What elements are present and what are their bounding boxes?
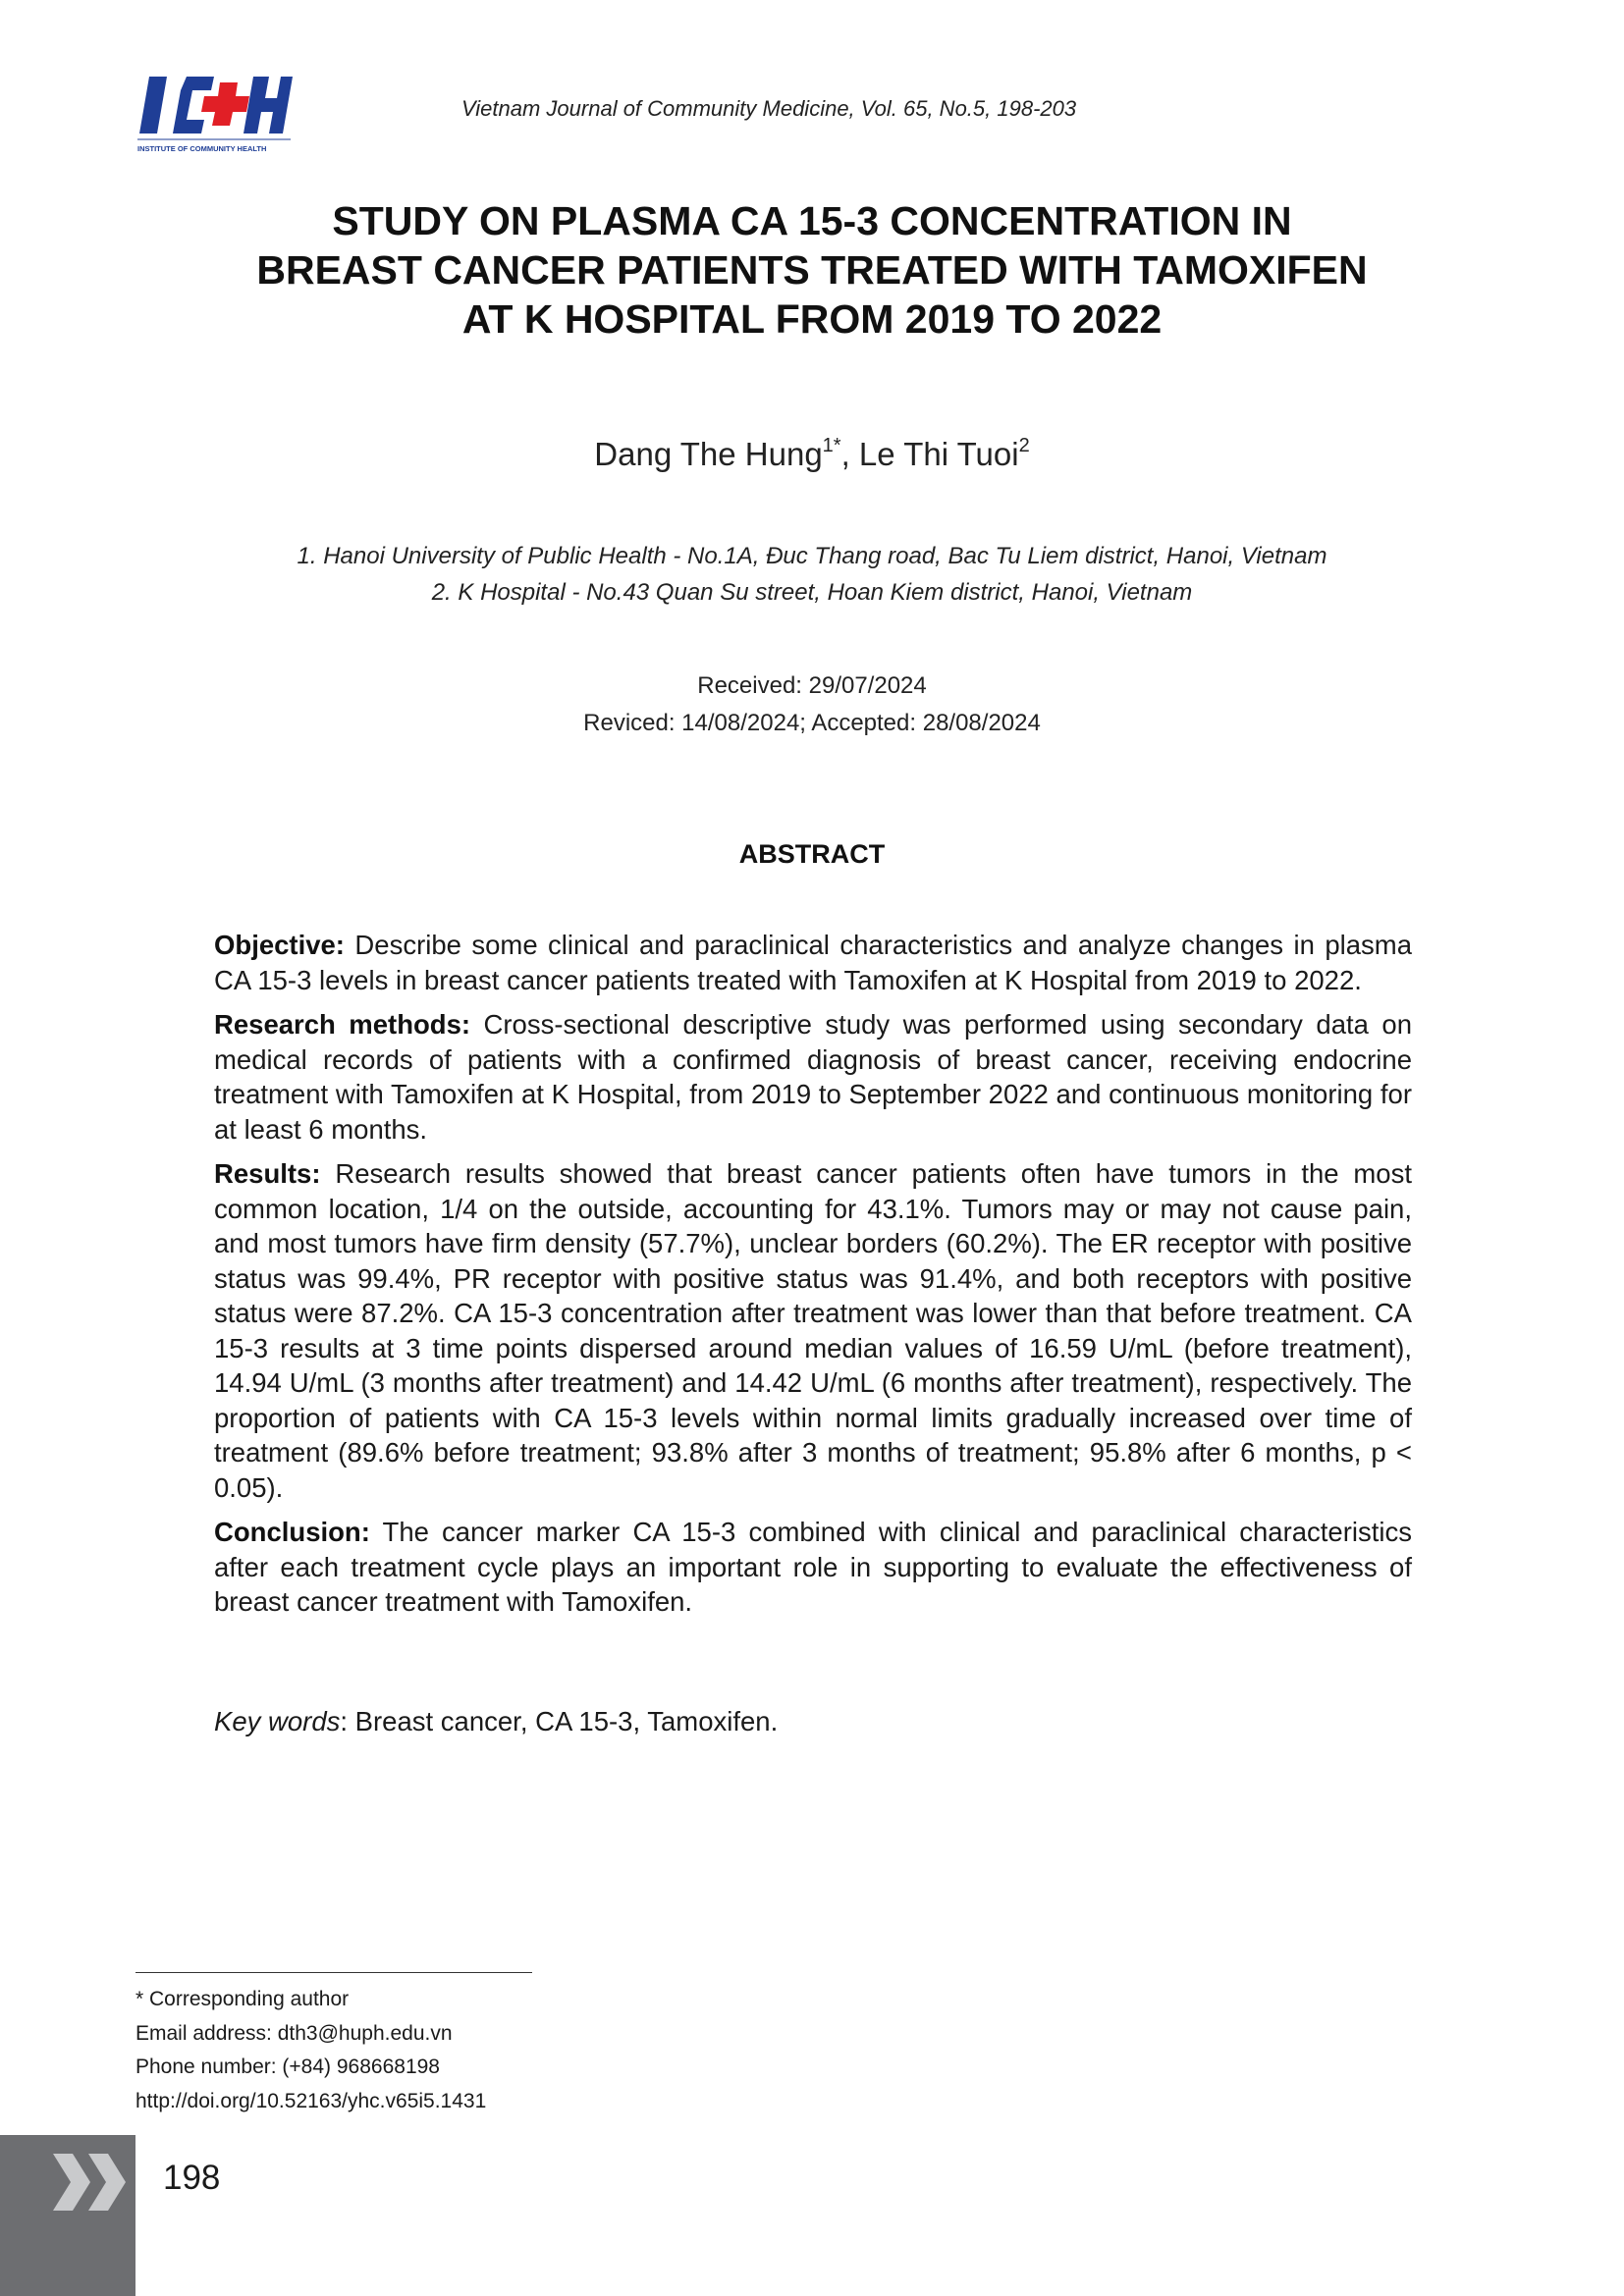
received-date: Received: 29/07/2024 [697, 672, 927, 699]
affiliation-line: 2. K Hospital - No.43 Quan Su street, Hoan Kiem district, Hanoi, Vietnam [431, 579, 1193, 606]
author-separator: , [840, 436, 859, 472]
author-list [0, 436, 1624, 473]
section-text: Cross-sectional descriptive study was performed using secondary data on medical records of patients with a confirmed diagnosis of breast cancer, receiving endocrine treatment with Tamoxifen at K Hospital, from 2019 to September 2022 and continuous monitoring for at least 6 months. [214, 1009, 1412, 1145]
footnotes [135, 1983, 823, 2118]
section-label: Results: [214, 1158, 321, 1189]
abstract-methods [214, 1007, 1412, 1147]
phone-note: Phone number: (+84) 968668198 [135, 2056, 440, 2078]
abstract-body [214, 928, 1412, 1629]
abstract-objective [214, 928, 1412, 997]
page-number: 198 [163, 2159, 221, 2197]
author-affiliation-mark: 2 [1018, 435, 1030, 456]
abstract-conclusion [214, 1515, 1412, 1620]
footnote-divider [135, 1972, 532, 1973]
paper-title [118, 196, 1506, 344]
title-line: STUDY ON PLASMA CA 15-3 CONCENTRATION IN [332, 198, 1292, 243]
keywords-label: Key words [214, 1706, 341, 1736]
email-note: Email address: dth3@huph.edu.vn [135, 2021, 453, 2045]
double-chevron-icon [49, 2148, 137, 2216]
revised-accepted-date: Reviced: 14/08/2024; Accepted: 28/08/2024 [583, 710, 1041, 736]
article-dates [0, 667, 1624, 742]
keywords-text: : Breast cancer, CA 15-3, Tamoxifen. [340, 1706, 779, 1736]
keywords [214, 1706, 1412, 1737]
corresponding-author-note: * Corresponding author [135, 1988, 350, 2010]
institute-logo [135, 69, 293, 159]
section-text: The cancer marker CA 15-3 combined with clinical and paraclinical characteristics after each treatment cycle plays an important role in supporting to evaluate the effectiveness of breast cancer treatment with Tamoxifen. [214, 1517, 1412, 1617]
author-name: Dang The Hung [594, 436, 823, 472]
abstract-results [214, 1156, 1412, 1505]
affiliation-line: 1. Hanoi University of Public Health - No.1A, Đuc Thang road, Bac Tu Liem district, Hanoi, Vietnam [297, 543, 1327, 569]
doi-link[interactable]: http://doi.org/10.52163/yhc.v65i5.1431 [135, 2089, 487, 2112]
abstract-heading: ABSTRACT [738, 839, 886, 869]
author-affiliation-mark: 1* [822, 435, 841, 456]
affiliations [0, 538, 1624, 611]
logo-mark-icon [139, 77, 293, 133]
author-name: Le Thi Tuoi [858, 436, 1019, 472]
logo-subtext: INSTITUTE OF COMMUNITY HEALTH [137, 144, 267, 153]
title-line: BREAST CANCER PATIENTS TREATED WITH TAMOXIFEN [256, 247, 1368, 293]
section-label: Objective: [214, 930, 345, 960]
section-label: Research methods: [214, 1009, 471, 1040]
journal-citation: Vietnam Journal of Community Medicine, Vol. 65, No.5, 198-203 [461, 96, 1077, 121]
section-label: Conclusion: [214, 1517, 370, 1547]
title-line: AT K HOSPITAL FROM 2019 TO 2022 [461, 296, 1163, 342]
section-text: Describe some clinical and paraclinical characteristics and analyze changes in plasma CA 15-3 levels in breast cancer patients treated with Tamoxifen at K Hospital from 2019 to 2022. [214, 930, 1412, 995]
section-text: Research results showed that breast cancer patients often have tumors in the most common location, 1/4 on the outside, accounting for 43.1%. Tumors may or may not cause pain, and most tumors have firm density (57.7%), unclear borders (60.2%). The ER receptor with positive status was 99.4%, PR receptor with positive status was 91.4%, and both receptors with positive status were 87.2%. CA 15-3 concentration after treatment was lower than that before treatment. CA 15-3 results at 3 time points dispersed around median values of 16.59 U/mL (before treatment), 14.94 U/mL (3 months after treatment) and 14.42 U/mL (6 months after treatment), respectively. The proportion of patients with CA 15-3 levels within normal limits gradually increased over time of treatment (89.6% before treatment; 93.8% after 3 months of treatment; 95.8% after 6 months, p < 0.05). [214, 1158, 1412, 1503]
